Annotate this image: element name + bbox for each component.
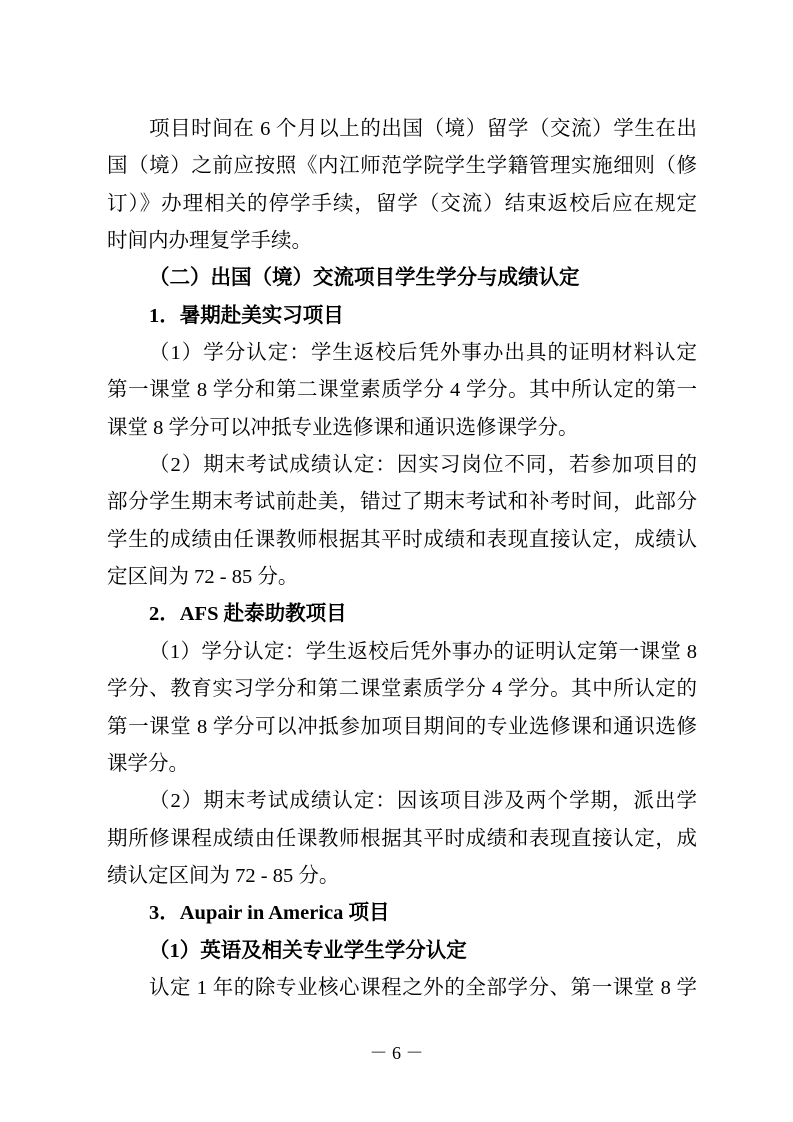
text-line: 期所修课程成绩由任课教师根据其平时成绩和表现直接认定，成 xyxy=(107,827,697,850)
item-heading: 3．Aupair in America 项目 xyxy=(149,902,390,925)
text-line: （2）期末考试成绩认定：因实习岗位不同，若参加项目的 xyxy=(149,454,697,477)
grade-paragraph xyxy=(107,783,697,895)
section-heading: （二）出国（境）交流项目学生学分与成绩认定 xyxy=(149,267,580,290)
text-line: 第一课堂 8 学分和第二课堂素质学分 4 学分。其中所认定的第一 xyxy=(107,379,697,402)
text-line: （1）学分认定：学生返校后凭外事办出具的证明材料认定 xyxy=(149,342,697,365)
credit-paragraph xyxy=(107,634,697,783)
text-line: 部分学生期末考试前赴美，错过了期末考试和补考时间，此部分 xyxy=(107,491,697,514)
text-line: 项目时间在 6 个月以上的出国（境）留学（交流）学生在出 xyxy=(149,118,697,140)
item-subheading: （1）英语及相关专业学生学分认定 xyxy=(149,939,467,962)
text-line: 学生的成绩由任课教师根据其平时成绩和表现直接认定，成绩认 xyxy=(107,528,697,551)
text-line: 课堂 8 学分可以冲抵专业选修课和通识选修课学分。 xyxy=(107,416,579,439)
item-2-afs-thailand-assistant xyxy=(107,596,697,895)
text-line: 绩认定区间为 72 - 85 分。 xyxy=(107,864,340,887)
text-line: （2）期末考试成绩认定：因该项目涉及两个学期，派出学 xyxy=(149,790,697,813)
text-line: 学分、教育实习学分和第二课堂素质学分 4 学分。其中所认定的 xyxy=(107,678,697,701)
credit-paragraph xyxy=(107,970,697,1007)
text-line: 订）》办理相关的停学手续，留学（交流）结束返校后应在规定 xyxy=(107,192,697,215)
grade-paragraph xyxy=(107,447,697,596)
page-number: － 6 － xyxy=(369,1043,424,1063)
credit-paragraph xyxy=(107,335,697,447)
text-line: 国（境）之前应按照《内江师范学院学生学籍管理实施细则（修 xyxy=(107,155,697,178)
intro-paragraph xyxy=(107,111,697,260)
text-line: 认定 1 年的除专业核心课程之外的全部学分、第一课堂 8 学 xyxy=(149,976,697,999)
text-line: （1）学分认定：学生返校后凭外事办的证明认定第一课堂 8 xyxy=(149,640,697,663)
text-line: 定区间为 72 - 85 分。 xyxy=(107,566,299,589)
item-1-summer-us-internship xyxy=(107,298,697,597)
item-heading: 1．暑期赴美实习项目 xyxy=(149,304,344,327)
item-heading: 2．AFS 赴泰助教项目 xyxy=(149,603,347,626)
text-line: 第一课堂 8 学分可以冲抵参加项目期间的专业选修课和通识选修 xyxy=(107,715,697,738)
item-3-aupair-in-america xyxy=(107,895,697,1007)
text-line: 课学分。 xyxy=(107,752,189,775)
document-body xyxy=(107,111,697,1007)
text-line: 时间内办理复学手续。 xyxy=(107,230,312,253)
